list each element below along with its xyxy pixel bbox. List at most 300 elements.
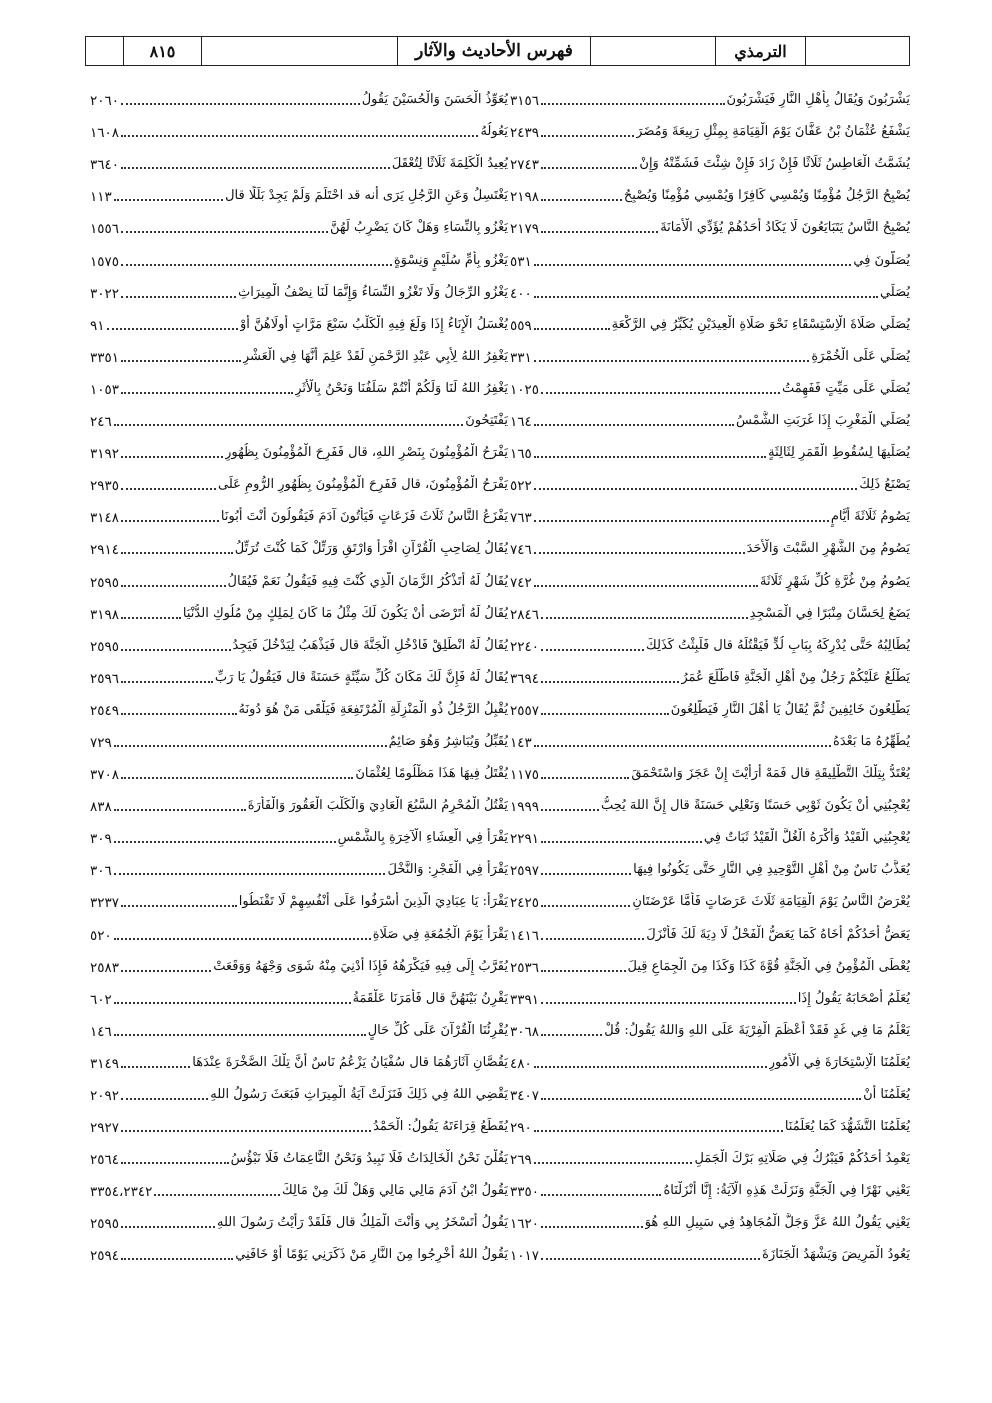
index-entry — [90, 945, 508, 977]
index-entry — [510, 624, 910, 656]
hadith-incipit: يَقُولُ أَتَسْخَرُ بِي وَأَنْتَ الْمَلِكُ قال فَلَقَدْ رَأَيْتُ رَسُولَ اللهِ — [216, 1215, 508, 1231]
hadith-number: ٣٠٩ — [90, 831, 112, 848]
hadith-number: ٣١٩٨ — [90, 606, 120, 623]
hadith-incipit: يُطَالِبُهُ حَتَّى يُدْرِكَهُ بِبَابِ لُدٍّ فَيَقْتُلَهُ قال فَلَبِثْتُ كَذَلِكَ — [646, 637, 910, 653]
hadith-number: ١٤٣ — [510, 734, 532, 751]
dot-leader — [121, 585, 226, 587]
index-entry — [510, 1041, 910, 1073]
hadith-number: ١١٣ — [90, 189, 112, 206]
hadith-incipit: يَقْرَأُ فِي الْفَجْرِ: وَالنَّخْلَ — [387, 862, 508, 878]
hadith-number: ١٦٠٨ — [90, 125, 120, 142]
index-entry — [90, 495, 508, 527]
hadith-incipit: يُقَالُ لَهُ أَتَذْكُرُ الزَّمَانَ الَّذِي كُنْتَ فِيهِ فَيَقُولُ نَعَمْ فَيُقَالُ — [227, 573, 508, 589]
index-entry — [90, 1169, 508, 1201]
header-cell-empty — [202, 37, 398, 65]
hadith-number: ٢٩١٤ — [90, 542, 120, 559]
dot-leader — [534, 488, 858, 490]
hadith-incipit: يَغْزُو بِالنِّسَاءِ وَهَلْ كَانَ يَضْرِبُ لَهُنَّ — [330, 220, 508, 236]
index-entry — [90, 78, 508, 110]
hadith-incipit: يُصَلِّي الْمَغْرِبَ إِذَا غَرَبَتِ الشَّمْسُ — [736, 413, 910, 429]
index-entry — [90, 463, 508, 495]
hadith-number: ٣٦٩٤ — [510, 670, 540, 687]
hadith-incipit: يُقَالُ لَهُ أَتَرْضَى أَنْ يَكُونَ لَكَ مِثْلُ مَا كَانَ لِمَلِكٍ مِنْ مُلُوكِ الدُّنْيَا — [182, 605, 508, 621]
hadith-incipit: يُغْسَلُ الْإِنَاءُ إِذَا وَلَغَ فِيهِ الْكَلْبُ سَبْعَ مَرَّاتٍ أُولَاهُنَّ أَوْ — [239, 316, 508, 332]
dot-leader — [534, 745, 831, 747]
index-entry — [510, 720, 910, 752]
dot-leader — [541, 713, 669, 715]
dot-leader — [541, 649, 644, 651]
hadith-incipit: يُعِيدُ الْكَلِمَةَ ثَلَاثًا لِتُعْقَلَ — [391, 156, 508, 172]
hadith-incipit: يَصُومُ مِنْ غُرَّةِ كُلِّ شَهْرٍ ثَلَاثَةَ — [759, 573, 910, 589]
hadith-number: ٢٩٢٧ — [90, 1120, 120, 1137]
hadith-number: ١٠١٧ — [510, 1248, 540, 1265]
dot-leader — [534, 264, 852, 266]
hadith-number: ٧٤٦ — [510, 542, 532, 559]
index-entry — [510, 78, 910, 110]
hadith-incipit: يَقُصَّانِ آثَارَهُمَا قال سُفْيَانُ يَزْعُمُ نَاسٌ أَنَّ تِلْكَ الصَّخْرَةَ عِنْدَهَا — [192, 1054, 508, 1070]
index-entry — [510, 656, 910, 688]
hadith-incipit: يَصُومُ ثَلَاثَةَ أَيَّامٍ — [830, 509, 910, 525]
hadith-number: ٣٧٠٨ — [90, 767, 120, 784]
header-cell-empty-right — [806, 37, 909, 65]
dot-leader — [107, 328, 238, 330]
index-entry — [510, 1233, 910, 1265]
hadith-incipit: يَغْفِرُ اللهُ لِأَبِي عَبْدِ الرَّحْمَنِ لَقَدْ عَلِمَ أَنَّهَا فِي الْعَشْرِ — [242, 348, 508, 364]
index-entry — [510, 1105, 910, 1137]
hadith-number: ١٩٩٩ — [510, 799, 540, 816]
hadith-incipit: يُصَلِّي عَلَى مَيِّتٍ فَفَهِمْتُ — [781, 380, 910, 396]
dot-leader — [121, 1098, 208, 1100]
dot-leader — [121, 1258, 233, 1260]
index-entry — [90, 1041, 508, 1073]
index-entry — [510, 1201, 910, 1233]
dot-leader — [114, 1034, 366, 1036]
hadith-number: ٣٣٥٤،٢٣٤٢ — [90, 1184, 153, 1201]
hadith-number: ١٥٥٦ — [90, 221, 120, 238]
dot-leader — [114, 1002, 351, 1004]
index-entry — [510, 303, 910, 335]
hadith-incipit: يَفْرَحُ الْمُؤْمِنُونَ، قال فَفَرِحَ الْمُؤْمِنُونَ بِظُهُورِ الرُّومِ عَلَى — [218, 477, 508, 493]
hadith-number: ٤٨٠ — [510, 1055, 532, 1072]
hadith-incipit: يَعْنِي يَقُولُ اللهُ عَزَّ وَجَلَّ الْمُجَاهِدُ فِي سَبِيلِ اللهِ هُوَ — [644, 1215, 910, 1231]
hadith-number: ٣٤٠٧ — [510, 1088, 540, 1104]
hadith-number: ٢٤٣٩ — [510, 125, 540, 142]
page-header — [85, 36, 910, 66]
hadith-incipit: يَعْنِي نَهْرًا فِي الْجَنَّةِ وَنَزَلَتْ هَذِهِ الْآيَةُ: إِنَّا أَنْزَلْنَاهُ — [663, 1183, 910, 1199]
hadith-incipit: يُقَالُ لَهُ فَإِنَّ لَكَ مَكَانَ كُلِّ سَيِّئَةٍ حَسَنَةً قال فَيَقُولُ يَا رَبِّ — [214, 669, 508, 685]
hadith-number: ٢٥٩٥ — [90, 574, 120, 591]
hadith-incipit: يَغْزُو الرِّجَالُ وَلَا تَغْزُو النِّسَاءُ وَإِنَّمَا لَنَا نِصْفُ الْمِيرَاثِ — [238, 284, 508, 300]
hadith-incipit: يُقَالُ لَهُ انْطَلِقْ فَادْخُلِ الْجَنَّةَ قال فَيَذْهَبُ لِيَدْخُلَ فَيَجِدُ — [232, 637, 508, 653]
dot-leader — [121, 777, 353, 779]
index-entry — [510, 1169, 910, 1201]
hadith-incipit: يَغْفِرُ اللهُ لَنَا وَلَكُمْ أَنْتُمْ سَلَفُنَا وَنَحْنُ بِالْأَثَرِ — [295, 380, 508, 396]
index-entry — [90, 656, 508, 688]
index-entry — [510, 142, 910, 174]
hadith-incipit: يَقْتُلُ الْمُحْرِمُ السَّبُعَ الْعَادِيَ وَالْكَلْبَ الْعَقُورَ وَالْفَأْرَةَ — [247, 798, 508, 814]
index-entry — [510, 367, 910, 399]
index-entry — [510, 463, 910, 495]
index-entry — [90, 688, 508, 720]
dot-leader — [534, 585, 758, 587]
hadith-number: ١٦٤ — [510, 414, 532, 431]
hadith-incipit: يُقَرَّبُ إِلَى فِيهِ فَيَكْرَهُهُ فَإِذَا أُدْنِيَ مِنْهُ شَوَى وَجْهَهُ وَوَقَعَتْ — [213, 958, 508, 974]
hadith-incipit: يُعَلِّمُنَا التَّشَهُّدَ كَمَا يُعَلِّمُنَا — [784, 1119, 910, 1135]
hadith-number: ٢٥٩٤ — [90, 1248, 120, 1265]
index-column-right — [510, 78, 910, 1278]
dot-leader — [541, 1034, 602, 1036]
hadith-incipit: يَشْفَعُ عُثْمَانُ بْنُ عَفَّانَ يَوْمَ الْقِيَامَةِ بِمِثْلِ رَبِيعَةَ وَمُضَرَ — [636, 124, 910, 140]
dot-leader — [114, 873, 386, 875]
hadith-incipit: يُعْتَدُّ بِتِلْكَ التَّطْلِيقَةِ قال فَمَهْ أَرَأَيْتَ إِنْ عَجَزَ وَاسْتَحْمَقَ — [631, 766, 910, 782]
index-entry — [90, 720, 508, 752]
index-entry — [510, 912, 910, 944]
index-entry — [90, 303, 508, 335]
index-entry — [510, 1137, 910, 1169]
hadith-incipit: يُصَلُّونَ فِي — [853, 252, 910, 268]
dot-leader — [121, 905, 237, 907]
hadith-incipit: يَفْتَتِحُونَ — [465, 413, 508, 429]
hadith-number: ٢٢٩١ — [510, 831, 540, 848]
hadith-incipit: يَطَّلِعُونَ خَائِفِينَ ثُمَّ يُقَالُ يَا أَهْلَ النَّارِ فَيَطَّلِعُونَ — [670, 701, 910, 717]
hadith-number: ٣٣٥٠ — [510, 1184, 540, 1201]
dot-leader — [534, 328, 610, 330]
index-entry — [90, 559, 508, 591]
hadith-number: ٢٩٣٥ — [90, 478, 120, 495]
index-entry — [90, 816, 508, 848]
hadith-incipit: يُعَوِّذُ الْحَسَنَ وَالْحُسَيْنَ يَقُولُ — [361, 92, 508, 108]
dot-leader — [121, 135, 478, 137]
dot-leader — [541, 617, 748, 619]
hadith-incipit: يَصُومُ مِنَ الشَّهْرِ السَّبْتَ وَالْأَحَدَ — [746, 541, 910, 557]
hadith-number: ٥٥٩ — [510, 317, 532, 334]
dot-leader — [541, 199, 622, 201]
dot-leader — [121, 552, 233, 554]
hadith-number: ٢٢٤٠ — [510, 638, 540, 655]
hadith-incipit: يَعْمِدُ أَحَدُكُمْ فَيَبْرُكُ فِي صَلَاتِهِ بَرْكَ الْجَمَلِ — [694, 1151, 910, 1167]
dot-leader — [541, 681, 679, 683]
dot-leader — [121, 231, 328, 233]
dot-leader — [114, 199, 223, 201]
index-entry — [90, 1201, 508, 1233]
dot-leader — [121, 392, 293, 394]
index-entry — [90, 367, 508, 399]
hadith-number: ٢٠٩٢ — [90, 1088, 120, 1104]
dot-leader — [121, 1130, 371, 1132]
index-entry — [510, 271, 910, 303]
index-entry — [90, 1137, 508, 1169]
dot-leader — [534, 1130, 783, 1132]
hadith-number: ٦٠٢ — [90, 991, 112, 1008]
index-entry — [90, 1105, 508, 1137]
hadith-number: ٢١٧٩ — [510, 221, 540, 238]
index-entry — [90, 592, 508, 624]
hadith-number: ١١٧٥ — [510, 767, 540, 784]
hadith-number: ٢٥٨٣ — [90, 959, 120, 976]
dot-leader — [541, 873, 631, 875]
index-entry — [90, 238, 508, 270]
hadith-number: ٢٩٠ — [510, 1120, 532, 1137]
dot-leader — [121, 520, 219, 522]
hadith-number: ٨٣٨ — [90, 799, 112, 816]
dot-leader — [114, 841, 336, 843]
hadith-number: ٤٠٠ — [510, 285, 532, 302]
hadith-incipit: يُقْبِلُ الرَّجُلُ ذُو الْمَنْزِلَةِ الْمُرْتَفِعَةِ فَيَلْقَى مَنْ هُوَ دُونَهُ — [238, 701, 508, 717]
index-entry — [90, 206, 508, 238]
hadith-incipit: يَضَعُ لِحَسَّانَ مِنْبَرًا فِي الْمَسْجِدِ — [749, 605, 910, 621]
index-entry — [510, 495, 910, 527]
dot-leader — [114, 809, 246, 811]
hadith-incipit: يَقُولُ اللهُ أَخْرِجُوا مِنَ النَّارِ مَنْ ذَكَرَنِي يَوْمًا أَوْ خَافَنِي — [235, 1247, 508, 1263]
index-entry — [90, 880, 508, 912]
hadith-number: ٢٥٦٤ — [90, 1152, 120, 1169]
hadith-number: ٣١٩٢ — [90, 446, 120, 463]
hadith-number: ١٦٢٠ — [510, 1216, 540, 1233]
index-entry — [510, 238, 910, 270]
dot-leader — [121, 296, 236, 298]
header-cell-empty-left — [86, 37, 124, 65]
index-entry — [510, 945, 910, 977]
hadith-number: ٧٤٢ — [510, 574, 532, 591]
index-entry — [90, 399, 508, 431]
hadith-number: ٣٣١ — [510, 349, 532, 366]
dot-leader — [541, 1258, 760, 1260]
dot-leader — [121, 488, 216, 490]
hadith-incipit: يُقَبِّلُ وَيُبَاشِرُ وَهُوَ صَائِمٌ — [388, 733, 508, 749]
index-entry — [510, 110, 910, 142]
page-number: ٨١٥ — [124, 37, 202, 65]
index-entry — [510, 431, 910, 463]
index-entry — [90, 335, 508, 367]
hadith-incipit: يَشْرَبُونَ وَيُقَالُ بِأَهْلِ النَّارِ فَيَشْرَبُونَ — [726, 92, 910, 108]
hadith-incipit: يُقَطِّعُ قِرَاءَتَهُ يَقُولُ: الْحَمْدُ — [373, 1119, 508, 1135]
hadith-number: ٣٠٢٢ — [90, 285, 120, 302]
hadith-number: ٧٦٣ — [510, 510, 532, 527]
dot-leader — [534, 1066, 767, 1068]
hadith-number: ٩١ — [90, 317, 105, 334]
hadith-incipit: يُطَهِّرُهُ مَا بَعْدَهُ — [833, 733, 910, 749]
index-entry — [90, 977, 508, 1009]
index-column-left — [90, 78, 508, 1278]
dot-leader — [154, 1194, 280, 1196]
hadith-number: ١٤١٦ — [510, 927, 540, 944]
dot-leader — [541, 1002, 796, 1004]
hadith-number: ١٠٢٥ — [510, 381, 540, 398]
hadith-number: ٢٦٩ — [510, 1152, 532, 1169]
index-entry — [90, 527, 508, 559]
index-entry — [510, 592, 910, 624]
hadith-incipit: يُعْجِبُنِي الْقَيْدُ وَأَكْرَهُ الْغُلَّ الْقَيْدُ ثَبَاتٌ فِي — [703, 830, 910, 846]
hadith-incipit: يُصَلِّي صَلَاةَ الْاِسْتِسْقَاءِ نَحْوَ صَلَاةِ الْعِيدَيْنِ يُكَبِّرُ فِي الرَّكْعَةِ — [611, 316, 910, 332]
dot-leader — [121, 1226, 215, 1228]
index-entry — [510, 174, 910, 206]
index-entry — [90, 912, 508, 944]
index-entry — [510, 848, 910, 880]
hadith-incipit: يُشَمَّتُ الْعَاطِسُ ثَلَاثًا فَإِنْ زَادَ فَإِنْ شِئْتَ فَشَمِّتْهُ وَإِنْ — [639, 156, 910, 172]
dot-leader — [121, 713, 237, 715]
hadith-incipit: يَعُودُ الْمَرِيضَ وَيَشْهَدُ الْجَنَازَةَ — [762, 1247, 910, 1263]
hadith-incipit: يُصَلِّي عَلَى الْخُمْرَةِ — [811, 348, 910, 364]
dot-leader — [534, 520, 829, 522]
hadith-incipit: يُصْبِحُ النَّاسُ يَتَبَايَعُونَ لَا يَكَادُ أَحَدُهُمْ يُؤَدِّي الْأَمَانَةَ — [660, 220, 910, 236]
hadith-incipit: يُقْتَلُ فِيهَا هَذَا مَظْلُومًا لِعُثْمَانَ — [355, 766, 508, 782]
dot-leader — [121, 1066, 190, 1068]
hadith-number: ٢١٩٨ — [510, 189, 540, 206]
dot-leader — [541, 231, 658, 233]
hadith-number: ٢٥٩٧ — [510, 863, 540, 880]
index-entry — [90, 1233, 508, 1265]
dot-leader — [114, 424, 464, 426]
index-title: فهرس الأحاديث والآثار — [398, 37, 591, 65]
index-entry — [510, 752, 910, 784]
hadith-incipit: يُعْطَى الْمُؤْمِنُ فِي الْجَنَّةِ قُوَّةَ كَذَا وَكَذَا مِنَ الْجِمَاعِ قِيلَ — [627, 958, 910, 974]
hadith-incipit: يَعَضُّ أَحَدُكُمْ أَخَاهُ كَمَا يَعَضُّ الْفَحْلُ لَا دِيَةَ لَكَ فَأَنْزَلَ — [646, 926, 910, 942]
index-entry — [510, 880, 910, 912]
index-entry — [510, 977, 910, 1009]
dot-leader — [534, 1162, 693, 1164]
dot-leader — [121, 649, 231, 651]
hadith-number: ٣٣٩١ — [510, 991, 540, 1008]
index-entry — [90, 752, 508, 784]
hadith-incipit: يَعْلَمُ مَا فِي غَدٍ فَقَدْ أَعْظَمَ الْفِرْيَةَ عَلَى اللهِ وَاللهُ يَقُولُ: قُلْ — [604, 1022, 910, 1038]
index-entry — [90, 431, 508, 463]
index-entry — [510, 559, 910, 591]
dot-leader — [121, 456, 223, 458]
index-entry — [90, 848, 508, 880]
index-entry — [510, 206, 910, 238]
hadith-number: ٢٧٤٣ — [510, 157, 540, 174]
hadith-incipit: يَقْرَأُ: يَا عِبَادِيَ الَّذِينَ أَسْرَفُوا عَلَى أَنْفُسِهِمْ لَا تَقْنَطُوا — [238, 894, 508, 910]
hadith-incipit: يُعَلِّمُنَا أَنْ — [863, 1087, 910, 1102]
hadith-incipit: يُعَلِّمُ أَصْحَابَهُ يَقُولُ إِذَا — [797, 990, 910, 1006]
hadith-number: ٢٥٥٧ — [510, 702, 540, 719]
hadith-number: ٢٥٣٦ — [510, 959, 540, 976]
hadith-incipit: يَقْرَأُ فِي الْعِشَاءِ الْآخِرَةِ بِالشَّمْسِ — [337, 830, 508, 846]
dot-leader — [114, 745, 387, 747]
hadith-number: ٢٠٦٠ — [90, 93, 120, 110]
hadith-number: ٣٠٦٨ — [510, 1023, 540, 1040]
index-entry — [510, 1009, 910, 1041]
hadith-incipit: يُصَلِّيهَا لِسُقُوطِ الْقَمَرِ لِثَالِثَةٍ — [768, 445, 910, 461]
dot-leader — [541, 167, 637, 169]
hadith-number: ٢٥٩٥ — [90, 638, 120, 655]
hadith-incipit: يَقْضِي اللهُ فِي ذَلِكَ فَنَزَلَتْ آيَةُ الْمِيرَاثِ فَبَعَثَ رَسُولُ اللهِ — [210, 1087, 508, 1102]
hadith-incipit: يَقُلْنَ نَحْنُ الْخَالِدَاتُ فَلَا نَبِيدُ وَنَحْنُ النَّاعِمَاتُ فَلَا نَبْؤُسُ — [230, 1151, 508, 1167]
index-entry — [90, 110, 508, 142]
hadith-number: ٥٣١ — [510, 253, 532, 270]
hadith-number: ٢٤٦ — [90, 414, 112, 431]
dot-leader — [534, 424, 734, 426]
index-entry — [90, 174, 508, 206]
hadith-number: ٣٠٦ — [90, 863, 112, 880]
dot-leader — [121, 167, 390, 169]
hadith-incipit: يَقْرِنُ بَيْنَهُنَّ قال فَأَمَرَنَا عَلْقَمَةُ — [352, 990, 508, 1006]
hadith-number: ٣١٤٩ — [90, 1055, 120, 1072]
index-entry — [90, 624, 508, 656]
index-entry — [90, 1009, 508, 1041]
dot-leader — [121, 103, 360, 105]
hadith-number: ٣٢٣٧ — [90, 895, 120, 912]
dot-leader — [541, 970, 626, 972]
dot-leader — [534, 360, 810, 362]
hadith-number: ١٦٥ — [510, 446, 532, 463]
hadith-incipit: يَفْزَعُ النَّاسُ ثَلَاثَ فَزَعَاتٍ فَيَأْتُونَ آدَمَ فَيَقُولُونَ أَنْتَ أَبُونَا — [220, 509, 508, 525]
index-entry — [510, 816, 910, 848]
hadith-number: ١٤٦ — [90, 1023, 112, 1040]
dot-leader — [534, 456, 766, 458]
hadith-number: ٣٣٥١ — [90, 349, 120, 366]
hadith-incipit: يُقَالُ لِصَاحِبِ الْقُرْآنِ اقْرَأْ وَارْتَقِ وَرَتِّلْ كَمَا كُنْتَ تُرَتِّلُ — [234, 541, 508, 557]
index-entry — [90, 1073, 508, 1105]
dot-leader — [121, 681, 213, 683]
hadith-number: ٧٢٩ — [90, 734, 112, 751]
dot-leader — [541, 841, 702, 843]
dot-leader — [541, 103, 725, 105]
hadith-number: ٢٤٢٥ — [510, 895, 540, 912]
dot-leader — [121, 1162, 229, 1164]
hadith-number: ٣١٥٦ — [510, 93, 540, 110]
hadith-incipit: يَقْرَأُ يَوْمَ الْجُمُعَةِ فِي صَلَاةِ — [372, 926, 508, 942]
hadith-incipit: يُعْرَضُ النَّاسُ يَوْمَ الْقِيَامَةِ ثَلَاثَ عَرَضَاتٍ فَأَمَّا عَرْضَتَانِ — [632, 894, 910, 910]
hadith-number: ٣١٤٨ — [90, 510, 120, 527]
hadith-number: ٢٥٩٦ — [90, 670, 120, 687]
index-entry — [510, 399, 910, 431]
index-entry — [90, 271, 508, 303]
dot-leader — [541, 938, 644, 940]
hadith-incipit: يَقُولُ ابْنُ آدَمَ مَالِي مَالِي وَهَلْ لَكَ مِنْ مَالِكَ — [281, 1183, 508, 1199]
dot-leader — [114, 938, 371, 940]
hadith-incipit: يُعَذَّبُ نَاسٌ مِنْ أَهْلِ التَّوْحِيدِ فِي النَّارِ حَتَّى يَكُونُوا فِيهَا — [633, 862, 910, 878]
dot-leader — [121, 264, 392, 266]
dot-leader — [541, 777, 629, 779]
hadith-number: ٥٢٠ — [90, 927, 112, 944]
hadith-number: ٣٦٤٠ — [90, 157, 120, 174]
hadith-number: ٢٥٩٥ — [90, 1216, 120, 1233]
hadith-number: ٢٨٤٦ — [510, 606, 540, 623]
dot-leader — [121, 360, 241, 362]
index-entry — [510, 335, 910, 367]
dot-leader — [541, 392, 780, 394]
index-entry — [90, 784, 508, 816]
dot-leader — [534, 552, 745, 554]
index-entry — [510, 527, 910, 559]
hadith-incipit: يَغْتَسِلُ وَعَنِ الرَّجُلِ يَرَى أنه قد احْتَلَمَ وَلَمْ يَجِدْ بَلَلًا قال — [225, 188, 508, 204]
dot-leader — [541, 1194, 661, 1196]
dot-leader — [121, 617, 181, 619]
index-entry — [90, 142, 508, 174]
hadith-incipit: يُصْبِحُ الرَّجُلُ مُؤْمِنًا وَيُمْسِي كَافِرًا وَيُمْسِي مُؤْمِنًا وَيُصْبِحُ — [623, 188, 910, 204]
dot-leader — [541, 905, 630, 907]
hadith-incipit: يُصَلِّي — [879, 284, 910, 300]
book-name: الترمذي — [716, 37, 806, 65]
hadith-incipit: يُعْجِبُنِي أَنْ يَكُونَ ثَوْبِي حَسَنًا وَنَعْلِي حَسَنَةً قال إِنَّ اللهَ يُحِبُّ — [600, 798, 910, 814]
hadith-incipit: يَصْنَعُ ذَلِكَ — [859, 477, 910, 493]
dot-leader — [121, 970, 211, 972]
dot-leader — [541, 809, 599, 811]
dot-leader — [541, 135, 634, 137]
hadith-number: ١٥٧٥ — [90, 253, 120, 270]
hadith-number: ٢٥٤٩ — [90, 702, 120, 719]
dot-leader — [534, 296, 878, 298]
index-entry — [510, 784, 910, 816]
hadith-incipit: يُقْرِئُنَا الْقُرْآنَ عَلَى كُلِّ حَالٍ — [367, 1022, 508, 1038]
hadith-incipit: يُعَلِّمُنَا الْاِسْتِخَارَةَ فِي الْأُمُورِ — [768, 1054, 910, 1070]
index-entry — [510, 1073, 910, 1105]
hadith-number: ٥٢٢ — [510, 478, 532, 495]
index-entry — [510, 688, 910, 720]
hadith-incipit: يَفْرَحُ الْمُؤْمِنُونَ بِنَصْرِ اللهِ، قال فَفَرِحَ الْمُؤْمِنُونَ بِظُهُورِ — [225, 445, 508, 461]
dot-leader — [541, 1098, 861, 1100]
